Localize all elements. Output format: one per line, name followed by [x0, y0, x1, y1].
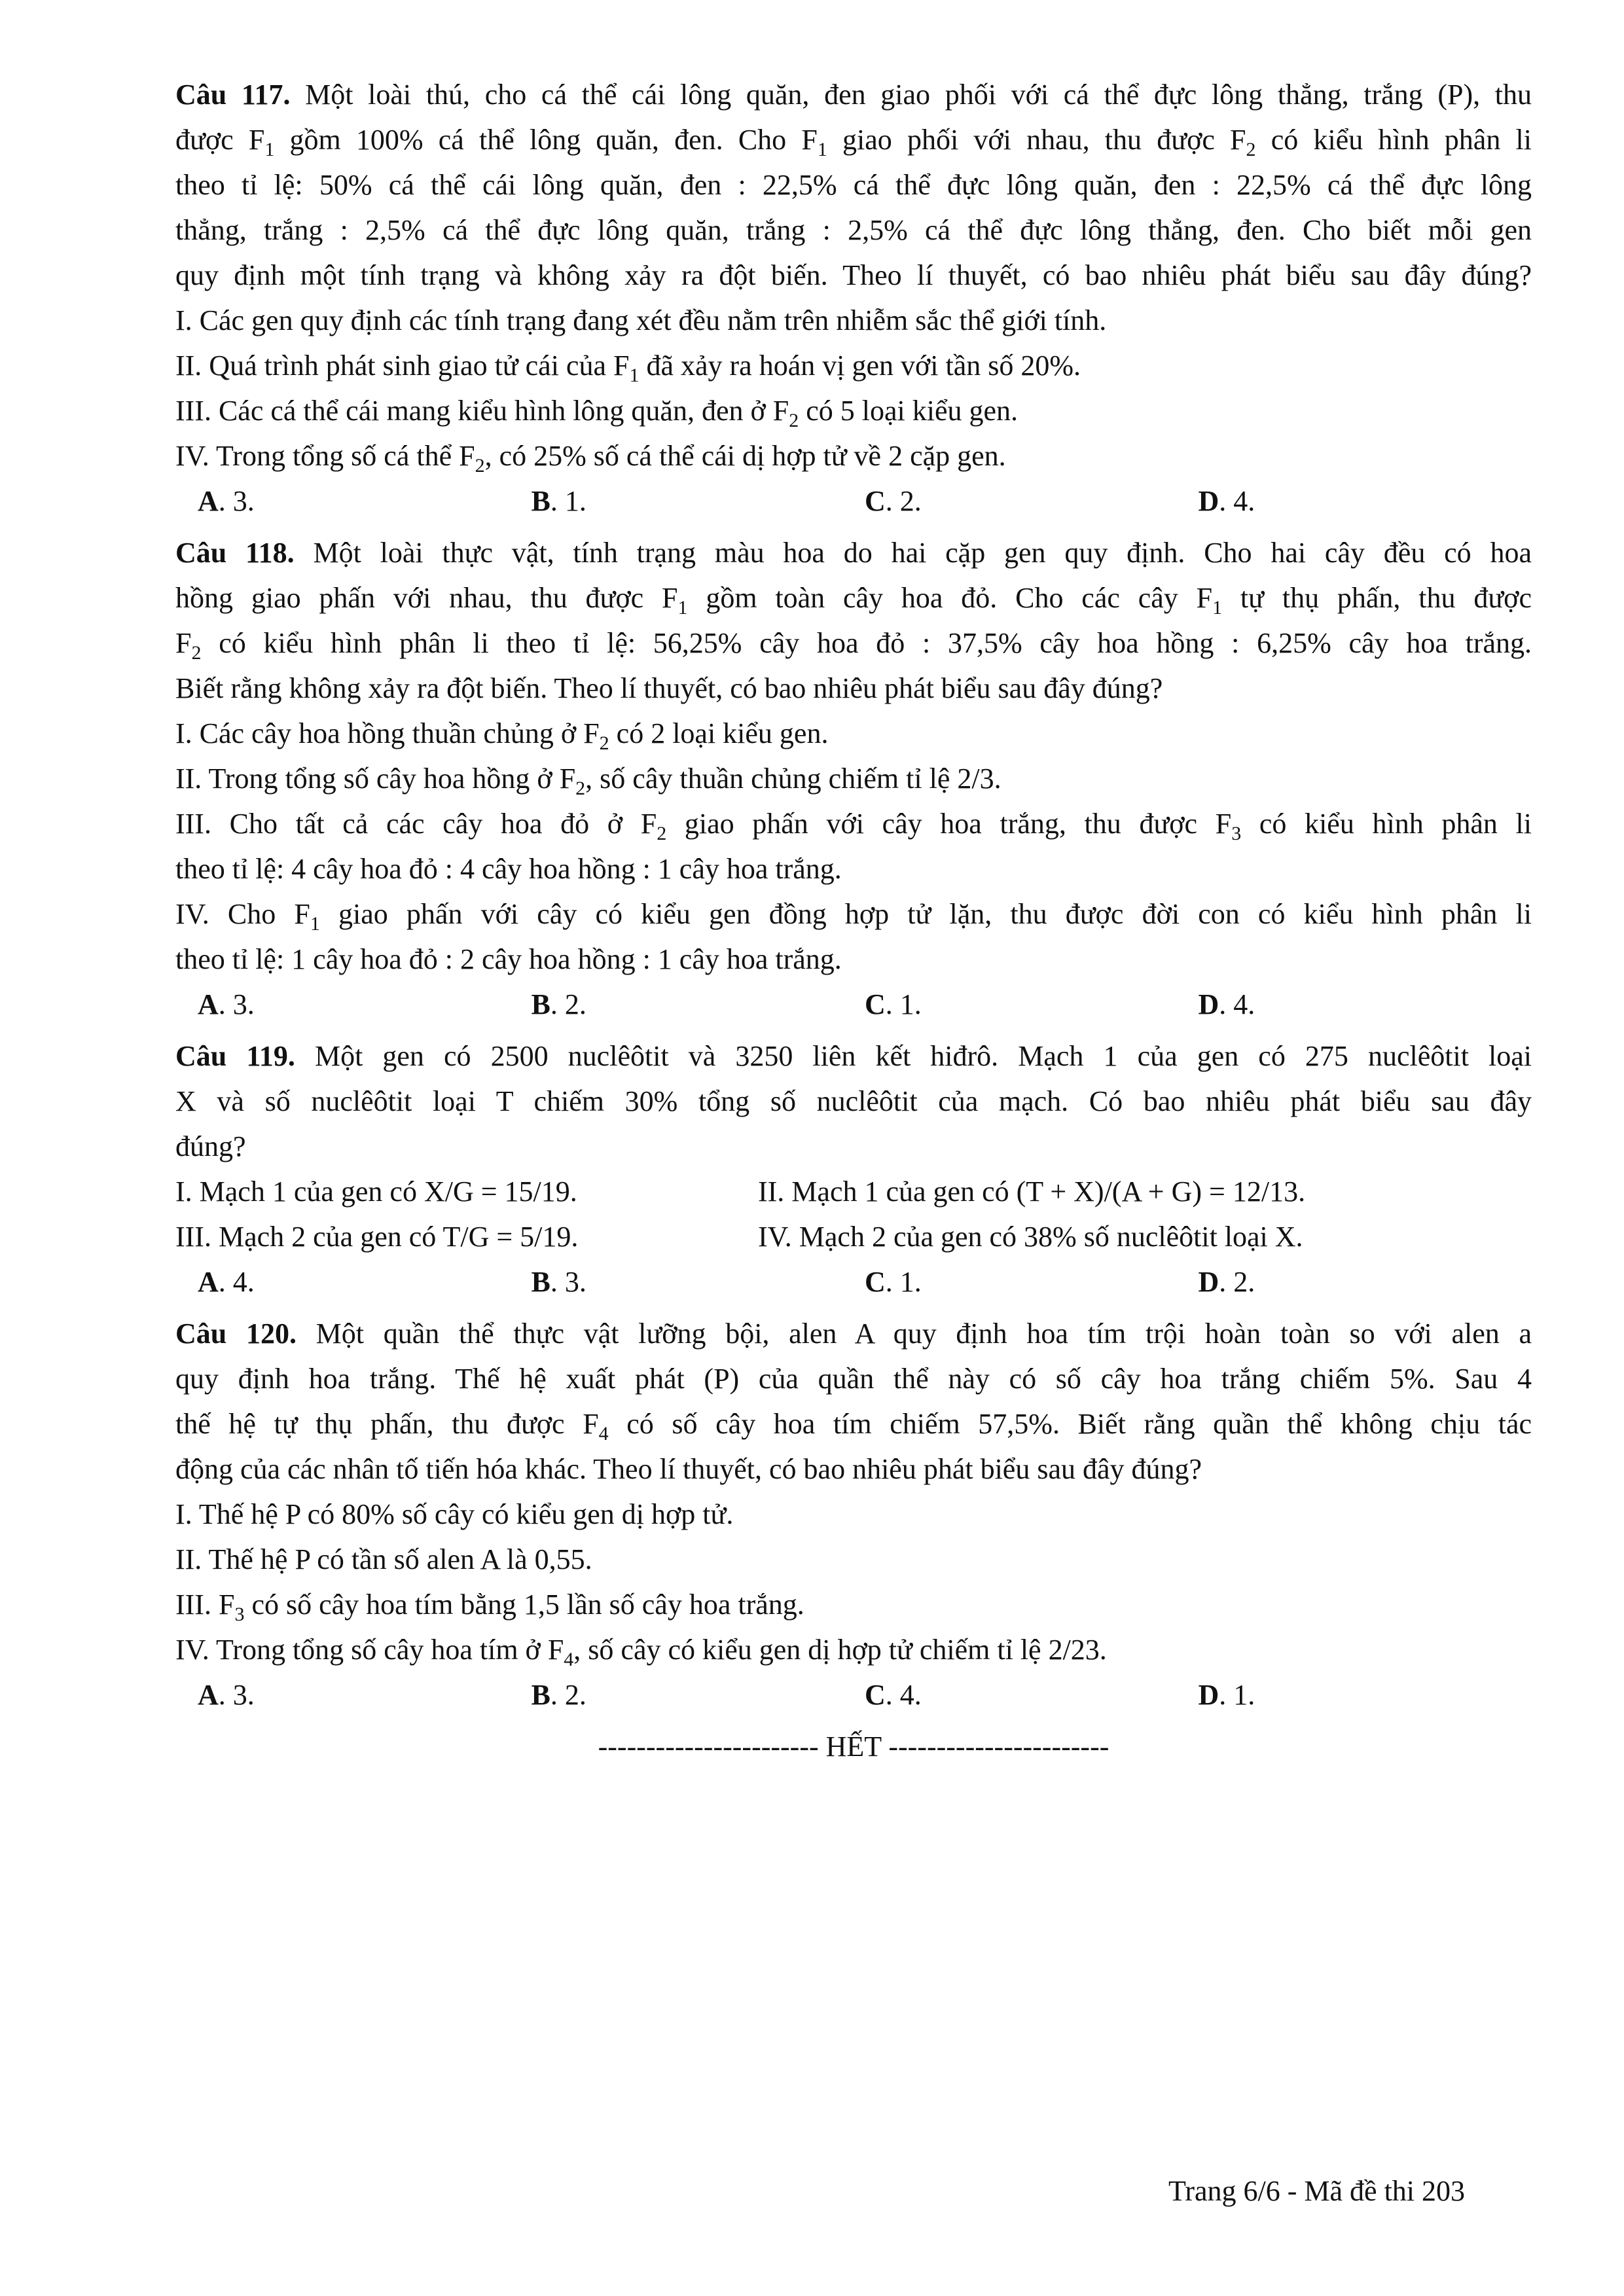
statement-118-4-cont: theo tỉ lệ: 1 cây hoa đỏ : 2 cây hoa hồng : 1 cây hoa trắng. [175, 943, 842, 975]
statements-119-row-2 [175, 1214, 1532, 1259]
option-text: . 3. [218, 485, 255, 517]
answer-options-118 [175, 982, 1532, 1027]
question-119-line-2: X và số nuclêôtit loại T chiếm 30% tổng số nuclêôtit của mạch. Có bao nhiêu phát biểu sau đây [175, 1085, 1532, 1117]
subscript: 1 [310, 913, 320, 935]
option-text: . 4. [218, 1266, 255, 1298]
subscript: 1 [677, 597, 688, 619]
question-118-line-2 [175, 575, 1532, 620]
subscript: 2 [599, 732, 609, 754]
question-120-line-1 [175, 1311, 1532, 1356]
option-letter: A [198, 988, 219, 1020]
option-letter: D [1198, 485, 1219, 517]
question-119-line-1 [175, 1033, 1532, 1079]
question-119-line-3: đúng? [175, 1130, 246, 1162]
subscript: 3 [234, 1604, 245, 1625]
statement-117-3 [175, 388, 1532, 433]
question-117-line-2 [175, 117, 1532, 162]
statement-117-4 [175, 433, 1532, 478]
option-text: . 2. [1219, 1266, 1255, 1298]
question-118-line-1 [175, 530, 1532, 575]
option-b[interactable] [532, 478, 865, 524]
question-118 [175, 530, 1532, 1027]
question-120-line-2: quy định hoa trắng. Thế hệ xuất phát (P) của quần thể này có số cây hoa trắng chiếm 5%. Sau 4 [175, 1363, 1532, 1395]
question-119-text: Một gen có 2500 nuclêôtit và 3250 liên kết hiđrô. Mạch 1 của gen có 275 nuclêôtit loại [295, 1040, 1532, 1072]
text: IV. Trong tổng số cá thể F [175, 440, 475, 472]
option-letter: D [1198, 988, 1219, 1020]
option-letter: A [198, 1679, 219, 1711]
option-letter: D [1198, 1679, 1219, 1711]
statement-117-1: I. Các gen quy định các tính trạng đang xét đều nằm trên nhiễm sắc thể giới tính. [175, 304, 1107, 336]
option-text: . 4. [1219, 485, 1255, 517]
text: giao phấn với cây hoa trắng, thu được F [666, 808, 1232, 840]
text: F [175, 627, 192, 659]
statement-119-1: I. Mạch 1 của gen có X/G = 15/19. [175, 1175, 577, 1208]
question-120-text: Một quần thể thực vật lưỡng bội, alen A quy định hoa tím trội hoàn toàn so với alen a [296, 1318, 1532, 1350]
question-117-line-5: quy định một tính trạng và không xảy ra đột biến. Theo lí thuyết, có bao nhiêu phát biểu sau đây đúng? [175, 259, 1532, 291]
subscript: 2 [575, 778, 586, 799]
subscript: 3 [1231, 823, 1242, 844]
option-text: . 2. [550, 1679, 586, 1711]
end-marker: ----------------------- HẾT ----------------------- [598, 1731, 1110, 1763]
option-d[interactable] [1199, 478, 1532, 524]
question-119-label: Câu 119. [175, 1040, 295, 1072]
statement-118-2 [175, 756, 1532, 801]
subscript: 1 [1212, 597, 1223, 619]
option-text: . 4. [1219, 988, 1255, 1020]
statements-119-row-1 [175, 1169, 1532, 1214]
text: , có 25% số cá thể cái dị hợp tử về 2 cặp gen. [484, 440, 1006, 472]
option-text: . 2. [885, 485, 922, 517]
option-text: . 1. [1219, 1679, 1255, 1711]
statement-120-4 [175, 1627, 1532, 1672]
subscript: 4 [564, 1649, 574, 1670]
text: III. F [175, 1588, 235, 1621]
text: giao phấn với cây có kiểu gen đồng hợp tử lặn, thu được đời con có kiểu hình phân li [319, 898, 1532, 930]
text: III. Các cá thể cái mang kiểu hình lông quăn, đen ở F [175, 395, 789, 427]
option-text: . 3. [218, 988, 255, 1020]
subscript: 2 [657, 823, 667, 844]
exam-page [175, 72, 1532, 1769]
text: có số cây hoa tím chiếm 57,5%. Biết rằng quần thể không chịu tác [608, 1408, 1532, 1440]
question-117-line-1 [175, 72, 1532, 117]
question-117-line-3: theo tỉ lệ: 50% cá thể cái lông quăn, đen : 22,5% cá thể đực lông quăn, đen : 22,5% cá thể đực lông [175, 169, 1532, 201]
statement-117-2 [175, 343, 1532, 388]
question-117-label: Câu 117. [175, 79, 291, 111]
question-118-line-4: Biết rằng không xảy ra đột biến. Theo lí thuyết, có bao nhiêu phát biểu sau đây đúng? [175, 672, 1163, 704]
option-text: . 1. [885, 988, 922, 1020]
text: I. Các cây hoa hồng thuần chủng ở F [175, 717, 600, 749]
option-b[interactable] [532, 1259, 865, 1304]
option-text: . 3. [550, 1266, 586, 1298]
option-letter: C [865, 988, 886, 1020]
text: có 2 loại kiểu gen. [609, 717, 829, 749]
text: gồm 100% cá thể lông quăn, đen. Cho F [274, 124, 818, 156]
statement-119-4: IV. Mạch 2 của gen có 38% số nuclêôtit loại X. [758, 1221, 1303, 1253]
statement-119-3: III. Mạch 2 của gen có T/G = 5/19. [175, 1221, 579, 1253]
question-117-text: Một loài thú, cho cá thể cái lông quăn, đen giao phối với cá thể đực lông thẳng, trắng (P), thu [290, 79, 1532, 111]
option-text: . 1. [885, 1266, 922, 1298]
question-119 [175, 1033, 1532, 1304]
page-footer: Trang 6/6 - Mã đề thi 203 [1168, 2175, 1466, 2207]
option-letter: A [198, 485, 219, 517]
statement-118-4 [175, 891, 1532, 937]
text: III. Cho tất cả các cây hoa đỏ ở F [175, 808, 657, 840]
subscript: 4 [598, 1423, 609, 1444]
option-letter: C [865, 1266, 886, 1298]
option-letter: C [865, 485, 886, 517]
option-letter: C [865, 1679, 886, 1711]
subscript: 1 [817, 139, 827, 160]
option-letter: D [1198, 1266, 1219, 1298]
text: II. Trong tổng số cây hoa hồng ở F [175, 762, 576, 795]
option-c[interactable] [865, 1259, 1199, 1304]
subscript: 2 [1246, 139, 1256, 160]
statement-120-2: II. Thế hệ P có tần số alen A là 0,55. [175, 1543, 592, 1575]
statement-120-3 [175, 1582, 1532, 1627]
answer-options-117 [175, 478, 1532, 524]
text: được F [175, 124, 265, 156]
statement-120-1: I. Thế hệ P có 80% số cây có kiểu gen dị hợp tử. [175, 1498, 734, 1530]
question-120-line-3 [175, 1401, 1532, 1446]
text: gồm toàn cây hoa đỏ. Cho các cây F [687, 582, 1213, 614]
option-a[interactable] [198, 982, 532, 1027]
option-d[interactable] [1199, 1259, 1532, 1304]
question-118-label: Câu 118. [175, 537, 295, 569]
text: đã xảy ra hoán vị gen với tần số 20%. [639, 350, 1081, 382]
subscript: 2 [191, 642, 202, 664]
text: , số cây có kiểu gen dị hợp tử chiếm tỉ lệ 2/23. [573, 1634, 1107, 1666]
text: II. Quá trình phát sinh giao tử cái của F [175, 350, 630, 382]
question-120-line-4: động của các nhân tố tiến hóa khác. Theo lí thuyết, có bao nhiêu phát biểu sau đây đúng? [175, 1453, 1202, 1485]
option-letter: B [531, 1266, 550, 1298]
option-c[interactable] [865, 478, 1199, 524]
option-text: . 3. [218, 1679, 255, 1711]
statement-118-3 [175, 801, 1532, 846]
option-letter: B [531, 988, 550, 1020]
subscript: 2 [475, 455, 485, 476]
text: , số cây thuần chủng chiếm tỉ lệ 2/3. [585, 762, 1001, 795]
text: có kiểu hình phân li [1241, 808, 1532, 840]
option-text: . 4. [885, 1679, 922, 1711]
option-d[interactable] [1199, 1672, 1532, 1717]
question-118-line-3 [175, 620, 1532, 666]
subscript: 1 [264, 139, 275, 160]
option-c[interactable] [865, 1672, 1199, 1717]
option-text: . 1. [550, 485, 586, 517]
question-117 [175, 72, 1532, 524]
text: có kiểu hình phân li theo tỉ lệ: 56,25% cây hoa đỏ : 37,5% cây hoa hồng : 6,25% cây hoa trắng. [201, 627, 1532, 659]
option-b[interactable] [532, 1672, 865, 1717]
question-120-label: Câu 120. [175, 1318, 297, 1350]
option-a[interactable] [198, 478, 532, 524]
text: IV. Trong tổng số cây hoa tím ở F [175, 1634, 564, 1666]
text: có kiểu hình phân li [1255, 124, 1532, 156]
option-c[interactable] [865, 982, 1199, 1027]
option-letter: B [531, 485, 550, 517]
text: có số cây hoa tím bằng 1,5 lần số cây hoa trắng. [244, 1588, 804, 1621]
text: giao phối với nhau, thu được F [827, 124, 1246, 156]
answer-options-119 [175, 1259, 1532, 1304]
option-a[interactable] [198, 1259, 532, 1304]
subscript: 1 [629, 365, 640, 386]
statement-118-1 [175, 711, 1532, 756]
question-117-line-4: thẳng, trắng : 2,5% cá thể đực lông quăn, trắng : 2,5% cá thể đực lông thẳng, đen. Cho biết mỗi gen [175, 214, 1532, 246]
text: có 5 loại kiểu gen. [799, 395, 1019, 427]
text: IV. Cho F [175, 898, 310, 930]
option-a[interactable] [198, 1672, 532, 1717]
text: tự thụ phấn, thu được [1222, 582, 1532, 614]
statement-118-3-cont: theo tỉ lệ: 4 cây hoa đỏ : 4 cây hoa hồng : 1 cây hoa trắng. [175, 853, 842, 885]
statement-119-2: II. Mạch 1 của gen có (T + X)/(A + G) = 12/13. [758, 1175, 1306, 1208]
answer-options-120 [175, 1672, 1532, 1717]
question-118-text: Một loài thực vật, tính trạng màu hoa do hai cặp gen quy định. Cho hai cây đều có hoa [294, 537, 1532, 569]
option-letter: A [198, 1266, 219, 1298]
option-d[interactable] [1199, 982, 1532, 1027]
question-120 [175, 1311, 1532, 1717]
option-text: . 2. [550, 988, 586, 1020]
text: thế hệ tự thụ phấn, thu được F [175, 1408, 599, 1440]
option-b[interactable] [532, 982, 865, 1027]
text: hồng giao phấn với nhau, thu được F [175, 582, 678, 614]
subscript: 2 [789, 410, 799, 431]
option-letter: B [531, 1679, 550, 1711]
